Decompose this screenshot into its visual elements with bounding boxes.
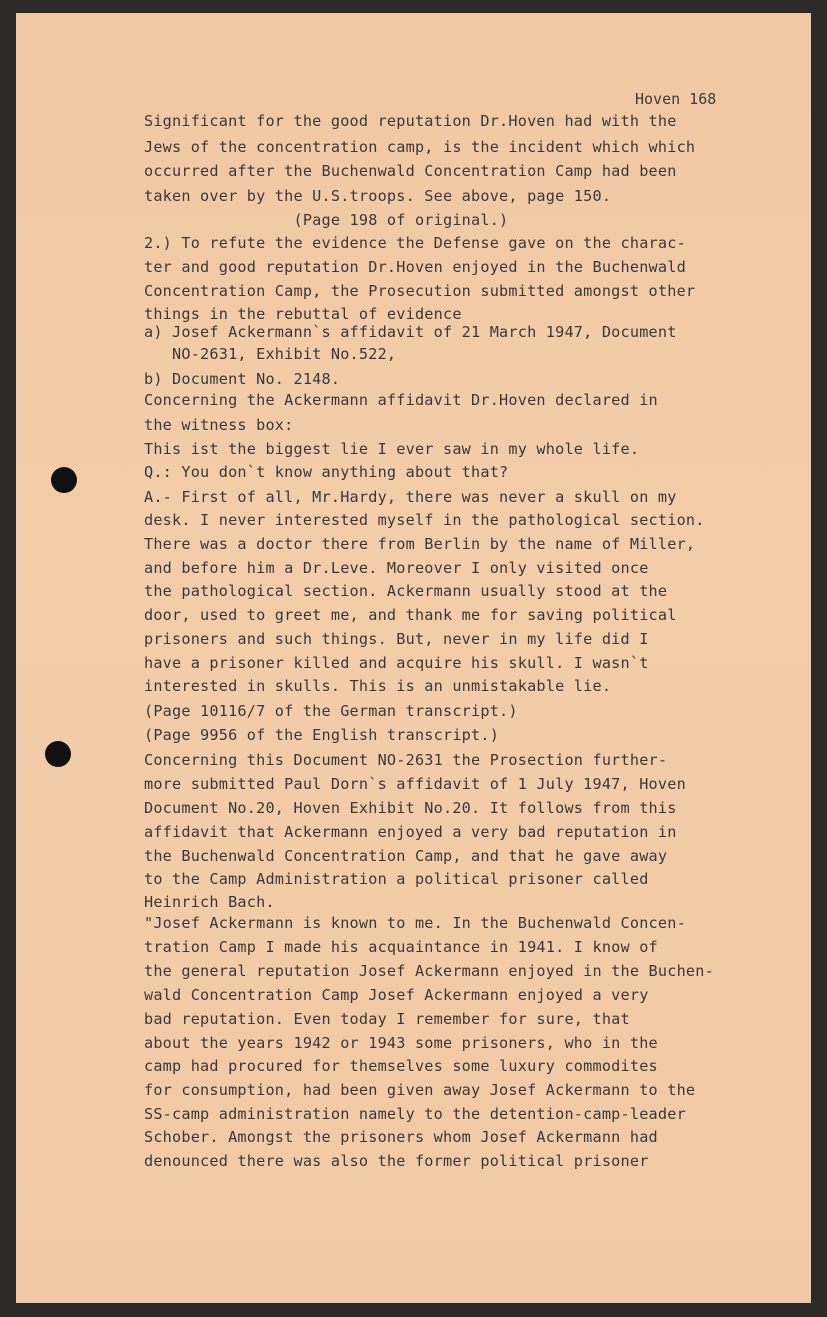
text-line: Schober. Amongst the prisoners whom Josef Ackermann had [144, 1128, 658, 1146]
text-line: desk. I never interested myself in the pathological section. [144, 511, 705, 529]
text-line: NO-2631, Exhibit No.522, [144, 345, 397, 363]
text-line: more submitted Paul Dorn`s affidavit of 1 July 1947, Hoven [144, 775, 686, 793]
text-line: A.- First of all, Mr.Hardy, there was never a skull on my [144, 488, 677, 506]
text-line: Document No.20, Hoven Exhibit No.20. It follows from this [144, 799, 677, 817]
text-line: Concentration Camp, the Prosecution submitted amongst other [144, 282, 696, 300]
text-line: interested in skulls. This is an unmistakable lie. [144, 677, 612, 695]
text-line: Significant for the good reputation Dr.Hoven had with the [144, 112, 677, 130]
text-line: tration Camp I made his acquaintance in 1941. I know of [144, 938, 658, 956]
text-line: "Josef Ackermann is known to me. In the Buchenwald Concen- [144, 914, 686, 932]
text-line: about the years 1942 or 1943 some prisoners, who in the [144, 1034, 658, 1052]
text-line: and before him a Dr.Leve. Moreover I only visited once [144, 559, 649, 577]
text-line: taken over by the U.S.troops. See above, page 150. [144, 187, 612, 205]
text-line: Concerning this Document NO-2631 the Prosection further- [144, 751, 668, 769]
text-line: have a prisoner killed and acquire his skull. I wasn`t [144, 654, 649, 672]
text-line: affidavit that Ackermann enjoyed a very bad reputation in [144, 823, 677, 841]
text-line: the witness box: [144, 416, 294, 434]
text-line: things in the rebuttal of evidence [144, 305, 462, 323]
text-line: Q.: You don`t know anything about that? [144, 463, 509, 481]
text-line: ter and good reputation Dr.Hoven enjoyed in the Buchenwald [144, 258, 686, 276]
punch-hole-bottom [45, 741, 71, 767]
text-line: Concerning the Ackermann affidavit Dr.Hoven declared in [144, 391, 658, 409]
text-line: (Page 10116/7 of the German transcript.) [144, 702, 518, 720]
text-line: bad reputation. Even today I remember for sure, that [144, 1010, 630, 1028]
text-line: prisoners and such things. But, never in my life did I [144, 630, 649, 648]
page-number: Hoven 168 [635, 90, 717, 108]
text-line: Heinrich Bach. [144, 893, 275, 911]
text-line: This ist the biggest lie I ever saw in my whole life. [144, 440, 640, 458]
text-line: SS-camp administration namely to the detention-camp-leader [144, 1105, 686, 1123]
text-line: wald Concentration Camp Josef Ackermann enjoyed a very [144, 986, 649, 1004]
text-line: for consumption, had been given away Josef Ackermann to the [144, 1081, 696, 1099]
text-line: a) Josef Ackermann`s affidavit of 21 March 1947, Document [144, 323, 677, 341]
text-line: camp had procured for themselves some luxury commodites [144, 1057, 658, 1075]
text-line: occurred after the Buchenwald Concentration Camp had been [144, 162, 677, 180]
text-line: the Buchenwald Concentration Camp, and that he gave away [144, 847, 668, 865]
text-line: 2.) To refute the evidence the Defense gave on the charac- [144, 234, 686, 252]
text-line: denounced there was also the former political prisoner [144, 1152, 649, 1170]
text-line: There was a doctor there from Berlin by the name of Miller, [144, 535, 696, 553]
text-line: (Page 9956 of the English transcript.) [144, 726, 500, 744]
text-line: the general reputation Josef Ackermann enjoyed in the Buchen- [144, 962, 714, 980]
text-line: Jews of the concentration camp, is the incident which which [144, 138, 696, 156]
text-line: (Page 198 of original.) [144, 211, 509, 229]
text-line: door, used to greet me, and thank me for saving political [144, 606, 677, 624]
text-line: the pathological section. Ackermann usually stood at the [144, 582, 668, 600]
punch-hole-top [51, 467, 77, 493]
text-line: b) Document No. 2148. [144, 370, 341, 388]
text-line: to the Camp Administration a political prisoner called [144, 870, 649, 888]
